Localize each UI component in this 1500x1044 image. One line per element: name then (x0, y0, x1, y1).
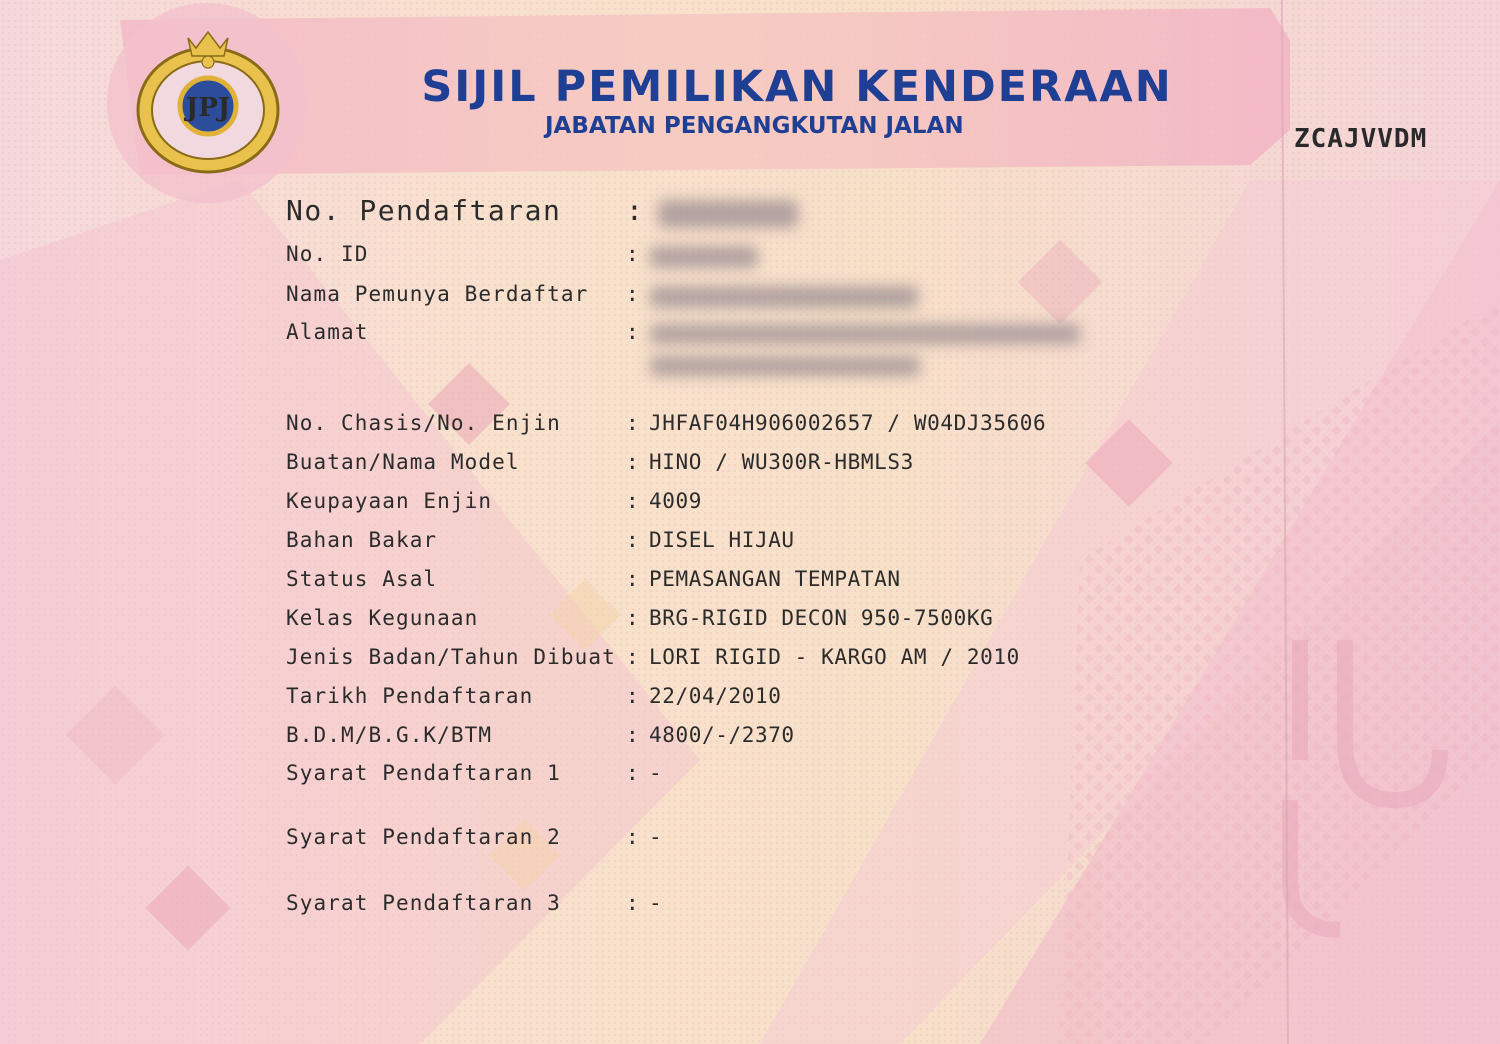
field-colon: : (626, 684, 639, 708)
field-label: Status Asal (286, 567, 438, 591)
field-label: Syarat Pendaftaran 3 (286, 891, 561, 915)
field-value: 22/04/2010 (649, 684, 782, 708)
field-colon: : (626, 645, 639, 669)
field-label: B.D.M/B.G.K/BTM (286, 723, 493, 747)
field-label: Buatan/Nama Model (286, 450, 520, 474)
jpj-crest-icon (130, 28, 286, 178)
field-label: No. Pendaftaran (286, 194, 562, 227)
redacted-value (650, 246, 758, 268)
serial-number: ZCAJVVDM (1294, 124, 1428, 154)
field-colon: : (626, 411, 639, 435)
field-colon: : (626, 825, 639, 849)
field-colon: : (626, 320, 639, 344)
field-colon: : (626, 489, 639, 513)
field-value: PEMASANGAN TEMPATAN (649, 567, 901, 591)
document-subtitle: JABATAN PENGANGKUTAN JALAN (545, 113, 964, 139)
field-label: Jenis Badan/Tahun Dibuat (286, 645, 616, 669)
field-colon: : (626, 282, 639, 306)
field-colon: : (626, 567, 639, 591)
field-value: HINO / WU300R-HBMLS3 (649, 450, 914, 474)
field-value: LORI RIGID - KARGO AM / 2010 (649, 645, 1020, 669)
field-colon: : (626, 450, 639, 474)
field-label: Syarat Pendaftaran 1 (286, 761, 561, 785)
field-value: - (649, 891, 663, 915)
field-label: Keupayaan Enjin (286, 489, 493, 513)
field-colon: : (626, 891, 639, 915)
document-title: SIJIL PEMILIKAN KENDERAAN (421, 62, 1173, 112)
redacted-value (650, 286, 918, 308)
field-value: BRG-RIGID DECON 950-7500KG (649, 606, 994, 630)
field-label: Bahan Bakar (286, 528, 438, 552)
field-value: - (649, 825, 663, 849)
field-label: No. Chasis/No. Enjin (286, 411, 561, 435)
field-colon: : (626, 242, 639, 266)
redacted-value (650, 356, 920, 376)
field-value: - (649, 761, 663, 785)
field-colon: : (626, 528, 639, 552)
field-value: 4800/-/2370 (649, 723, 795, 747)
emblem-monogram: JPJ (185, 93, 231, 123)
field-label: Kelas Kegunaan (286, 606, 479, 630)
field-label: Alamat (286, 320, 369, 344)
redacted-value (650, 324, 1080, 344)
field-value: 4009 (649, 489, 702, 513)
field-label: No. ID (286, 242, 369, 266)
field-label: Nama Pemunya Berdaftar (286, 282, 589, 306)
field-label: Tarikh Pendaftaran (286, 684, 534, 708)
field-label: Syarat Pendaftaran 2 (286, 825, 561, 849)
field-colon: : (626, 723, 639, 747)
field-colon: : (626, 606, 639, 630)
redacted-value (658, 200, 798, 228)
field-colon: : (626, 194, 643, 227)
field-value: DISEL HIJAU (649, 528, 795, 552)
field-value: JHFAF04H906002657 / W04DJ35606 (649, 411, 1047, 435)
field-colon: : (626, 761, 639, 785)
